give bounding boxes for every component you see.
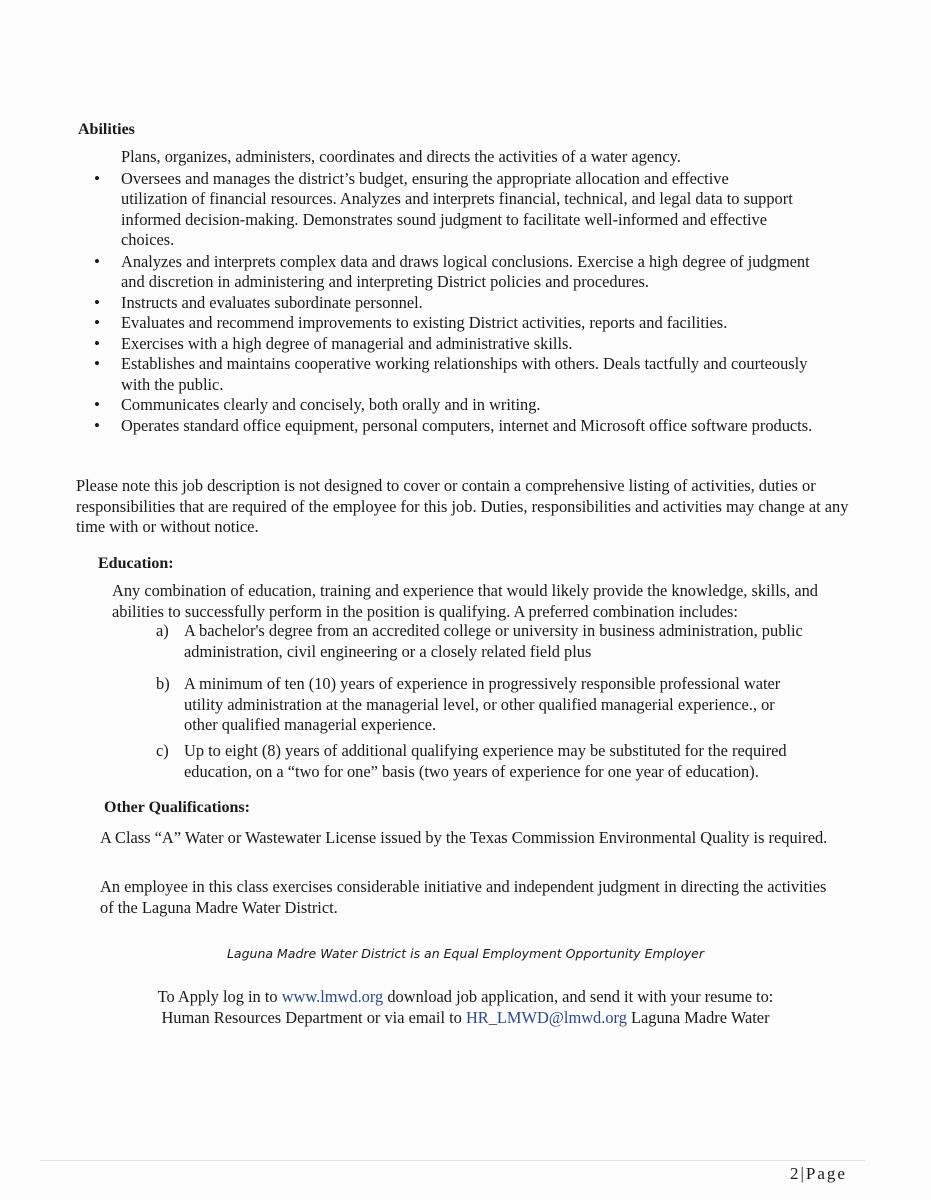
footer-divider	[40, 1160, 865, 1161]
education-item-text: Up to eight (8) years of additional qualifying experience may be substituted for the required education, on a “two for one” basis (two years of experience for one year of education).	[184, 741, 787, 781]
apply-text: Laguna Madre Water	[631, 1008, 770, 1027]
page-number	[790, 1164, 847, 1184]
license-paragraph: A Class “A” Water or Wastewater License issued by the Texas Commission Environmental Quality is required.	[100, 828, 828, 847]
apply-line-1	[0, 986, 931, 1007]
education-item-marker: b)	[156, 674, 170, 693]
abilities-list	[92, 147, 812, 436]
disclaimer-paragraph: Please note this job description is not designed to cover or contain a comprehensive listing of activities, duties or responsibilities that are required of the employee for this job. Duties, responsibilities and activities may change at any time with or without notice.	[76, 476, 849, 536]
apply-text: download job application, and send it with your resume to:	[387, 987, 774, 1006]
apply-text: To Apply log in to	[157, 987, 278, 1006]
abilities-item: • Communicates clearly and concisely, both orally and in writing.	[92, 395, 812, 416]
page-number-label: Page	[805, 1164, 847, 1183]
apply-line-2	[0, 1007, 931, 1028]
abilities-item: • Instructs and evaluates subordinate personnel.	[92, 293, 812, 314]
abilities-item: • Analyzes and interprets complex data and draws logical conclusions. Exercise a high degree of judgment and discretion in administering and interpreting District policies and procedures.	[92, 252, 821, 293]
email-link[interactable]: HR_LMWD@lmwd.org	[465, 1008, 627, 1027]
abilities-item: • Exercises with a high degree of managerial and administrative skills.	[92, 334, 812, 355]
apply-text: Human Resources Department or via email to	[161, 1008, 462, 1027]
education-heading: Education:	[98, 555, 174, 572]
abilities-intro: Plans, organizes, administers, coordinates and directs the activities of a water agency.	[121, 147, 681, 166]
abilities-item: • Operates standard office equipment, personal computers, internet and Microsoft office software products.	[92, 416, 841, 437]
education-item-marker: c)	[156, 741, 169, 760]
education-item-marker: a)	[156, 621, 169, 640]
apply-instructions	[0, 986, 931, 1028]
education-intro: Any combination of education, training and experience that would likely provide the knowledge, skills, and abilities to successfully perform in the position is qualifying. A preferred combination includes:	[112, 581, 818, 621]
education-list	[156, 621, 816, 662]
initiative-paragraph: An employee in this class exercises considerable initiative and independent judgment in directing the activities of the Laguna Madre Water District.	[100, 877, 827, 917]
page-number-value: 2	[790, 1164, 801, 1183]
education-item	[156, 674, 804, 736]
abilities-heading: Abilities	[78, 121, 135, 138]
other-qualifications-heading: Other Qualifications:	[104, 799, 250, 816]
education-list	[156, 741, 816, 782]
education-item-text: A bachelor's degree from an accredited college or university in business administration, public administration, civil engineering or a closely related field plus	[184, 621, 803, 661]
education-item	[156, 621, 804, 662]
abilities-item: • Oversees and manages the district’s budget, ensuring the appropriate allocation and effective utilization of financial resources. Analyzes and interprets financial, technical, and legal data to support informed decision-making. Demonstrates sound judgment to facilitate well-informed and effective choices.	[92, 169, 797, 251]
eeo-statement: Laguna Madre Water District is an Equal Employment Opportunity Employer	[226, 946, 705, 961]
education-item	[156, 741, 824, 782]
abilities-item: • Establishes and maintains cooperative working relationships with others. Deals tactfully and courteously with the public.	[92, 354, 811, 395]
website-link[interactable]: www.lmwd.org	[281, 987, 384, 1006]
education-list	[156, 674, 816, 736]
page-number-separator: |	[800, 1164, 806, 1183]
education-item-text: A minimum of ten (10) years of experience in progressively responsible professional water utility administration at the managerial level, or other qualified managerial experience., or other qualified managerial experience.	[184, 674, 781, 734]
abilities-item: • Evaluates and recommend improvements to existing District activities, reports and facilities.	[92, 313, 812, 334]
